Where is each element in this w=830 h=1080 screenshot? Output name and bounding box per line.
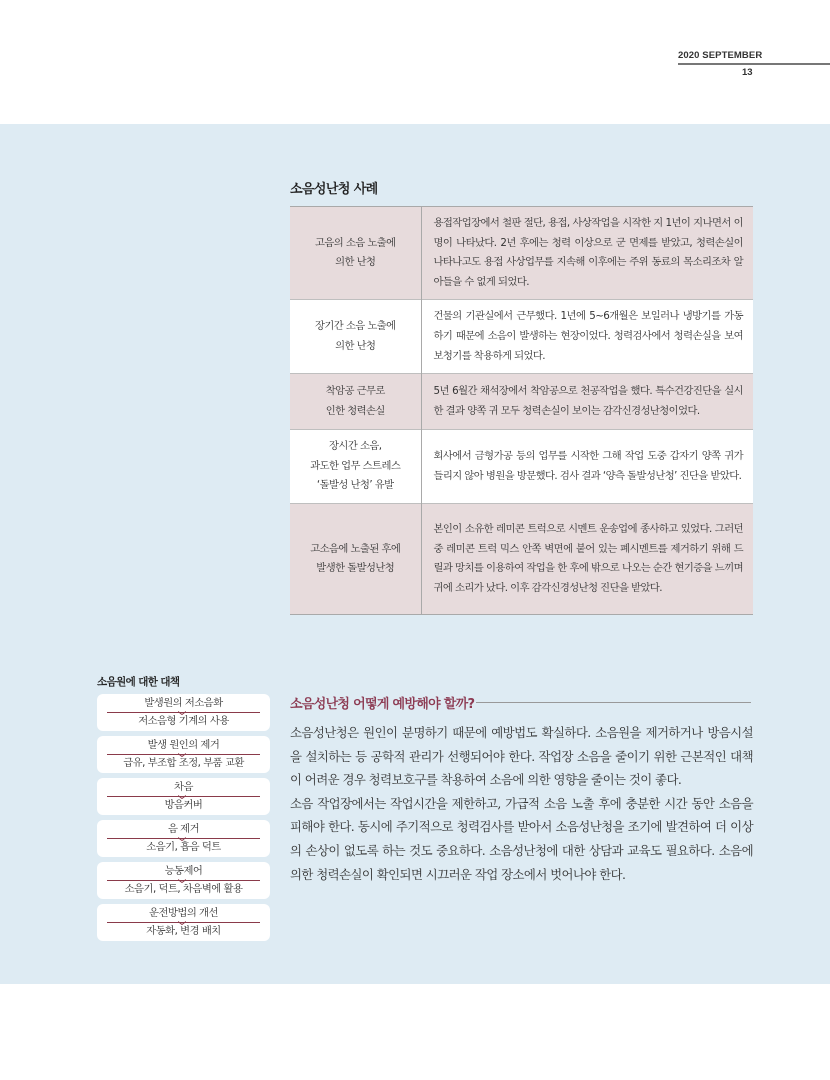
case-label	[290, 430, 421, 504]
table-row	[290, 374, 753, 430]
case-label-line: 고음의 소음 노출에	[314, 236, 396, 249]
case-label-line: 장기간 소음 노출에	[314, 320, 396, 333]
case-label-line: 장시간 소음,	[329, 440, 382, 453]
case-description: 회사에서 금형가공 등의 업무를 시작한 그해 작업 도중 갑자기 양쪽 귀가 들리지 않아 병원을 방문했다. 검사 결과 ‘양측 돌발성난청’ 진단을 받았다.	[421, 430, 753, 504]
measure-method: 음 제거	[167, 823, 200, 835]
table-row	[290, 207, 753, 300]
case-label-line: 의한 난청	[335, 339, 376, 352]
page-number: 13	[742, 66, 753, 78]
case-label-line: 의한 난청	[335, 256, 376, 269]
measure-card	[97, 904, 270, 941]
measure-example: 자동화, 변경 배치	[146, 925, 221, 937]
measure-method: 차음	[174, 781, 193, 793]
measure-card	[97, 820, 270, 857]
case-description: 용접작업장에서 철판 절단, 용접, 사상작업을 시작한 지 1년이 지나면서 이명이 나타났다. 2년 후에는 청력 이상으로 군 면제를 받았고, 청력손실이 나타나고도 용접 사상업무를 지속해 이후에는 주위 동료의 목소리조차 알아들을 수 없게 되었다.	[421, 207, 753, 300]
measure-example: 급유, 부조합 조정, 부품 교환	[123, 757, 244, 769]
table-row	[290, 300, 753, 374]
measure-example: 소음기, 덕트, 차음벽에 활용	[124, 883, 243, 895]
table-row	[290, 430, 753, 504]
prevention-heading	[290, 692, 751, 712]
header-rule	[678, 63, 830, 65]
case-label-line: 인한 청력손실	[325, 404, 385, 417]
measure-example: 방음커버	[164, 799, 203, 811]
measure-method: 발생원의 저소음화	[144, 697, 223, 709]
case-label	[290, 207, 421, 300]
measure-method: 능동제어	[164, 865, 203, 877]
cases-section-title: 소음성난청 사례	[290, 182, 378, 197]
heading-rule	[476, 702, 751, 703]
case-label-line: 발생한 돌발성난청	[316, 562, 395, 575]
case-description: 건물의 기관실에서 근무했다. 1년에 5~6개월은 보일러나 냉방기를 가동하기 때문에 소음이 발생하는 현장이었다. 청력검사에서 청력손실을 보여 보청기를 착용하게 되었다.	[421, 300, 753, 374]
measures-title: 소음원에 대한 대책	[97, 676, 180, 688]
issue-label: 2020 SEPTEMBER	[678, 50, 763, 61]
case-description: 5년 6월간 채석장에서 착암공으로 천공작업을 했다. 특수건강진단을 실시한 결과 양쪽 귀 모두 청력손실이 보이는 감각신경성난청이었다.	[421, 374, 753, 430]
case-label	[290, 374, 421, 430]
measure-card	[97, 694, 270, 731]
measure-example: 저소음형 기계의 사용	[138, 715, 229, 727]
cases-table	[290, 206, 753, 615]
table-row	[290, 504, 753, 615]
body-paragraph: 소음성난청은 원인이 분명하기 때문에 예방법도 확실하다. 소음원을 제거하거나 방음시설을 설치하는 등 공학적 관리가 선행되어야 한다. 작업장 소음을 줄이기 위한 근본적인 대책이 어려운 경우 청력보호구를 착용하여 소음에 의한 영향을 줄이는 것이 좋다.	[290, 725, 753, 788]
case-label-line: ‘돌발성 난청’ 유발	[316, 479, 394, 492]
prevention-body	[290, 721, 753, 886]
case-description: 본인이 소유한 레미콘 트럭으로 시멘트 운송업에 종사하고 있었다. 그러던 중 레미콘 트럭 믹스 안쪽 벽면에 붙어 있는 폐시멘트를 제거하기 위해 드릴과 망치를 이용하여 작업을 한 후에 밖으로 나오는 순간 현기증을 느끼며 귀에 소리가 났다. 이후 감각신경성난청 진단을 받았다.	[421, 504, 753, 615]
measure-method: 운전방법의 개선	[149, 907, 218, 919]
page-header	[678, 49, 830, 79]
body-paragraph: 소음 작업장에서는 작업시간을 제한하고, 가급적 소음 노출 후에 충분한 시간 동안 소음을 피해야 한다. 동시에 주기적으로 청력검사를 받아서 소음성난청을 조기에 발견하여 더 이상의 손상이 없도록 하는 것도 중요하다. 소음성난청에 대한 상담과 교육도 필요하다. 소음에 의한 청력손실이 확인되면 시끄러운 작업 장소에서 벗어나야 한다.	[290, 795, 753, 882]
measure-card	[97, 736, 270, 773]
prevention-title: 소음성난청 어떻게 예방해야 할까?	[290, 696, 475, 712]
measure-card	[97, 862, 270, 899]
measure-method: 발생 원인의 제거	[147, 739, 220, 751]
case-label-line: 고소음에 노출된 후에	[310, 542, 401, 555]
case-label	[290, 504, 421, 615]
measures-list	[97, 694, 270, 946]
measure-card	[97, 778, 270, 815]
measure-example: 소음기, 흡음 덕트	[146, 841, 221, 853]
case-label-line: 과도한 업무 스트레스	[310, 459, 401, 472]
case-label-line: 착암공 근무로	[325, 385, 385, 398]
case-label	[290, 300, 421, 374]
